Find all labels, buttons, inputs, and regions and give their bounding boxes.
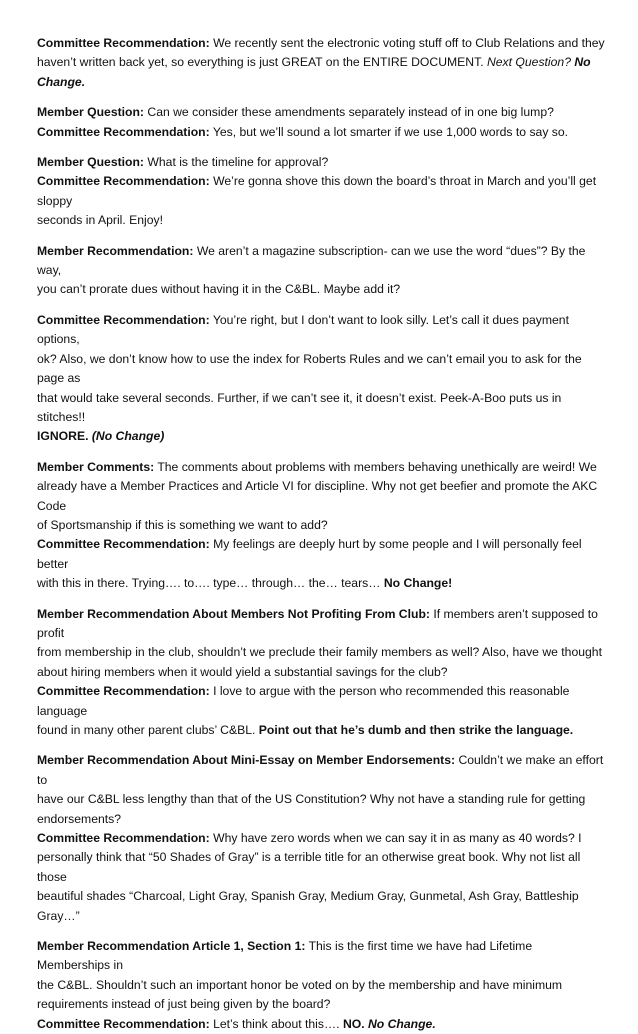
text-line: [37, 937, 608, 976]
bold-text-run: Committee Recommendation:: [37, 124, 210, 139]
text-block: [37, 242, 608, 300]
text-block: [37, 311, 608, 447]
text-run: haven’t written back yet, so everything is just GREAT on the ENTIRE DOCUMENT.: [37, 55, 487, 70]
text-run: with this in there. Trying…. to…. type… through… the… tears…: [37, 576, 384, 591]
text-line: [37, 123, 608, 142]
text-run: requirements instead of just being given by the board?: [37, 997, 331, 1012]
text-run: Couldn’t we make an effort to: [37, 753, 604, 787]
text-run: You’re right, but I don’t want to look silly. Let’s call it dues payment options,: [37, 312, 569, 347]
text-block: [37, 34, 608, 92]
bold-text-run: No Change!: [383, 576, 453, 591]
text-line: [37, 516, 608, 535]
text-line: [37, 887, 608, 926]
text-line: [37, 976, 608, 995]
text-line: [37, 605, 608, 644]
text-run: seconds in April. Enjoy!: [37, 213, 164, 228]
text-line: [37, 477, 608, 516]
text-line: [37, 574, 608, 593]
bold-text-run: Member Question:: [37, 155, 144, 170]
text-line: [37, 311, 608, 350]
text-run: What is the timeline for approval?: [144, 155, 329, 170]
text-run: beautiful shades “Charcoal, Light Gray, Spanish Gray, Medium Gray, Gunmetal, Ash Gray, Battleship Gray…”: [37, 889, 579, 923]
bold-italic-text-run: No: [570, 55, 591, 70]
text-line: [37, 280, 608, 299]
bold-text-run: Committee Recommendation:: [37, 537, 210, 552]
text-line: [37, 663, 608, 682]
text-line: [37, 153, 608, 172]
text-run: you can’t prorate dues without having it in the C&BL. Maybe add it?: [37, 282, 401, 297]
text-line: [37, 242, 608, 281]
text-run: endorsements?: [37, 811, 122, 826]
text-run: We recently sent the electronic voting stuff off to Club Relations and they: [209, 36, 605, 50]
text-run: We aren’t a magazine subscription- can we use the word “dues”? By the way,: [37, 243, 586, 278]
text-line: [37, 995, 608, 1014]
text-block: [37, 605, 608, 741]
text-line: [37, 427, 608, 446]
text-run: Yes, but we’ll sound a lot smarter if we use 1,000 words to say so.: [209, 124, 569, 139]
text-run: The comments about problems with members behaving unethically are weird! We: [154, 459, 597, 474]
text-block: [37, 153, 608, 231]
text-run: My feelings are deeply hurt by some people and I will personally feel better: [37, 537, 582, 571]
bold-text-run: Member Recommendation About Members Not Profiting From Club:: [37, 606, 430, 621]
text-line: [37, 643, 608, 662]
bold-text-run: Member Comments:: [37, 459, 155, 474]
text-line: [37, 53, 608, 72]
text-run: Why have zero words when we can say it in as many as 40 words? I: [209, 831, 582, 846]
bold-text-run: Committee Recommendation:: [37, 174, 210, 189]
text-line: [37, 721, 608, 740]
text-run: found in many other parent clubs’ C&BL.: [37, 723, 259, 737]
text-run: the C&BL. Shouldn’t such an important honor be voted on by the membership and have minimum: [37, 977, 563, 992]
text-line: [37, 73, 608, 92]
text-run: We’re gonna shove this down the board’s throat in March and you’ll get sloppy: [37, 174, 597, 208]
italic-text-run: Next Question?: [486, 55, 571, 70]
text-line: [37, 172, 608, 211]
text-run: have our C&BL less lengthy than that of the US Constitution? Why not have a standing rule for getting: [37, 792, 586, 807]
text-line: [37, 810, 608, 829]
bold-text-run: Committee Recommendation:: [37, 684, 210, 699]
text-run: Let’s think about this….: [209, 1016, 343, 1031]
text-line: [37, 790, 608, 809]
bold-text-run: Committee Recommendation:: [37, 1016, 210, 1031]
bold-text-run: Member Recommendation Article 1, Section 1:: [37, 939, 306, 954]
text-block: [37, 751, 608, 926]
text-run: that would take several seconds. Further, if we can’t see it, it doesn’t exist. Peek-A-Boo puts us in stitches!!: [37, 390, 562, 424]
bold-text-run: IGNORE.: [37, 429, 89, 444]
bold-italic-text-run: Change.: [37, 74, 86, 89]
bold-text-run: Committee Recommendation:: [37, 831, 210, 846]
text-run: ok? Also, we don’t know how to use the index for Roberts Rules and we can’t email you to ask for the page as: [37, 351, 582, 386]
text-line: [37, 389, 608, 428]
text-run: about hiring members when it would yield a substantial savings for the club?: [37, 664, 448, 679]
text-line: [37, 350, 608, 389]
text-block: [37, 458, 608, 594]
text-run: of Sportsmanship if this is something we want to add?: [37, 517, 328, 532]
text-run: personally think that “50 Shades of Gray” is a terrible title for an otherwise great book. Why not list all those: [37, 850, 581, 884]
bold-italic-text-run: (No Change): [88, 429, 165, 444]
bold-text-run: Point out that he’s dumb and then strike the language.: [258, 723, 574, 737]
text-line: [37, 535, 608, 574]
text-line: [37, 829, 608, 848]
text-block: [37, 937, 608, 1034]
text-line: [37, 848, 608, 887]
text-line: [37, 103, 608, 122]
bold-text-run: Member Recommendation:: [37, 243, 194, 258]
bold-text-run: Member Question:: [37, 105, 144, 120]
text-run: I love to argue with the person who recommended this reasonable language: [37, 684, 570, 718]
text-line: [37, 1015, 608, 1034]
text-run: This is the first time we have had Lifetime Memberships in: [37, 939, 533, 973]
text-run: Can we consider these amendments separately instead of in one big lump?: [144, 105, 554, 120]
text-run: If members aren’t supposed to profit: [37, 606, 598, 640]
text-run: already have a Member Practices and Article VI for discipline. Why not get beefier and promote the AKC Code: [37, 479, 598, 513]
text-line: [37, 751, 608, 790]
bold-text-run: Committee Recommendation:: [37, 312, 210, 327]
text-block: [37, 103, 608, 142]
bold-italic-text-run: No Change.: [364, 1016, 436, 1031]
text-line: [37, 211, 608, 230]
text-run: from membership in the club, shouldn’t we preclude their family members as well? Also, have we thought: [37, 645, 602, 660]
text-line: [37, 458, 608, 477]
text-line: [37, 34, 608, 53]
text-line: [37, 682, 608, 721]
bold-text-run: NO.: [342, 1016, 365, 1031]
bold-text-run: Committee Recommendation:: [37, 36, 210, 50]
bold-text-run: Member Recommendation About Mini-Essay on Member Endorsements:: [37, 753, 456, 768]
